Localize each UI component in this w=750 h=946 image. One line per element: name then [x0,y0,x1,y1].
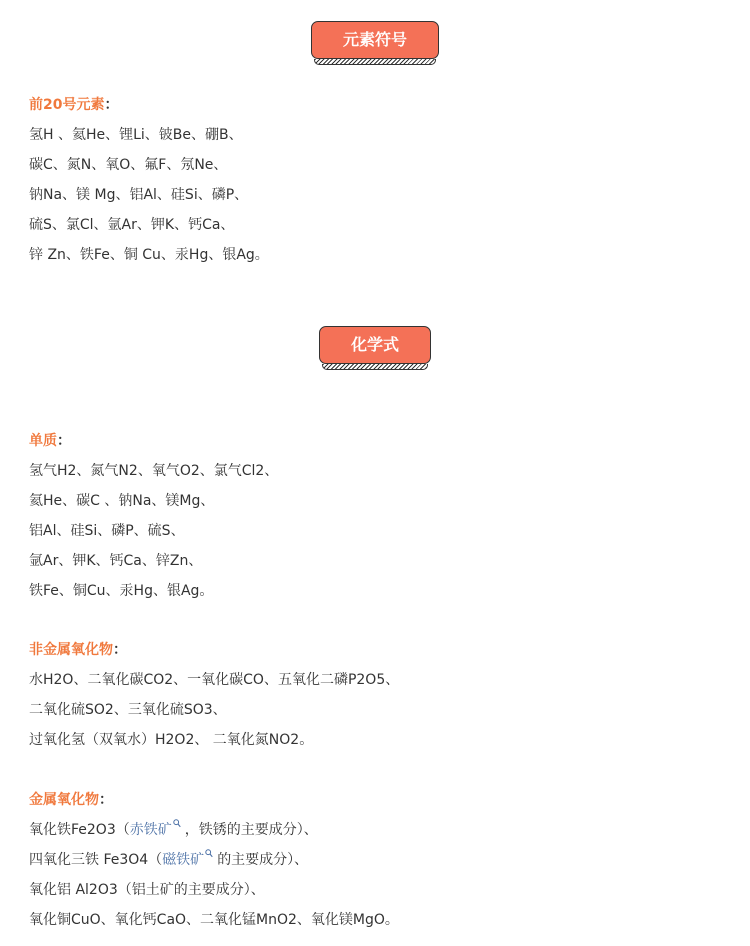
text-line: 碳C、氮N、氧O、氟F、氖Ne、 [29,157,228,173]
text-line: 氢气H2、氮气N2、氧气O2、氯气Cl2、 [29,463,279,479]
text-line [29,819,318,839]
badge-hatch-decoration [314,59,436,65]
section-title-text: 前20号元素 [29,97,105,113]
section-title-text: 金属氧化物 [29,792,99,808]
text-line [29,849,308,869]
text-line: 硫S、氯Cl、氩Ar、钾K、钙Ca、 [29,217,235,233]
badge-label: 化学式 [350,335,399,354]
text-line: 二氧化硫SO2、三氧化硫SO3、 [29,702,227,718]
colon: ： [113,642,127,658]
section-title-elemental [29,430,71,450]
text-segment: 四氧化三铁 Fe3O4（ [29,852,163,868]
text-line: 氧化铝 Al2O3（铝土矿的主要成分）、 [29,882,265,898]
section-title-first20 [29,94,118,114]
colon: ： [104,97,119,113]
section-title-nonmetal-oxides [29,639,127,659]
text-line: 锌 Zn、铁Fe、铜 Cu、汞Hg、银Ag。 [29,247,269,263]
heading-element-symbols [0,21,750,59]
text-segment: 的主要成分）、 [217,852,309,868]
link-magnetite[interactable]: 磁铁矿 [162,852,205,868]
section-title-text: 单质 [29,433,57,449]
section-title-metal-oxides [29,789,113,809]
badge-hatch-decoration [322,364,428,370]
text-line: 铝Al、硅Si、磷P、硫S、 [29,523,185,539]
text-line: 氢H 、氦He、锂Li、铍Be、硼B、 [29,127,243,143]
text-line: 钠Na、镁 Mg、铝Al、硅Si、磷P、 [29,187,249,203]
search-icon[interactable] [205,849,213,861]
colon: ： [57,433,71,449]
text-line: 水H2O、二氧化碳CO2、一氧化碳CO、五氧化二磷P2O5、 [29,672,400,688]
link-hematite[interactable]: 赤铁矿 [129,822,172,838]
badge-chemical-formulas [319,326,431,364]
badge-label: 元素符号 [342,30,407,49]
section-title-text: 非金属氧化物 [29,642,113,658]
text-line: 氧化铜CuO、氧化钙CaO、二氧化锰MnO2、氧化镁MgO。 [29,912,399,928]
text-segment: ，铁锈的主要成分）、 [184,822,318,838]
heading-chemical-formulas [0,326,750,364]
text-line: 铁Fe、铜Cu、汞Hg、银Ag。 [29,583,214,599]
badge-element-symbols [311,21,439,59]
search-icon[interactable] [173,819,181,831]
text-line: 过氧化氢（双氧水）H2O2、 二氧化氮NO2。 [29,732,314,748]
text-segment: 氧化铁Fe2O3（ [29,822,130,838]
colon: ： [99,792,113,808]
text-line: 氩Ar、钾K、钙Ca、锌Zn、 [29,553,203,569]
text-line: 氦He、碳C 、钠Na、镁Mg、 [29,493,215,509]
